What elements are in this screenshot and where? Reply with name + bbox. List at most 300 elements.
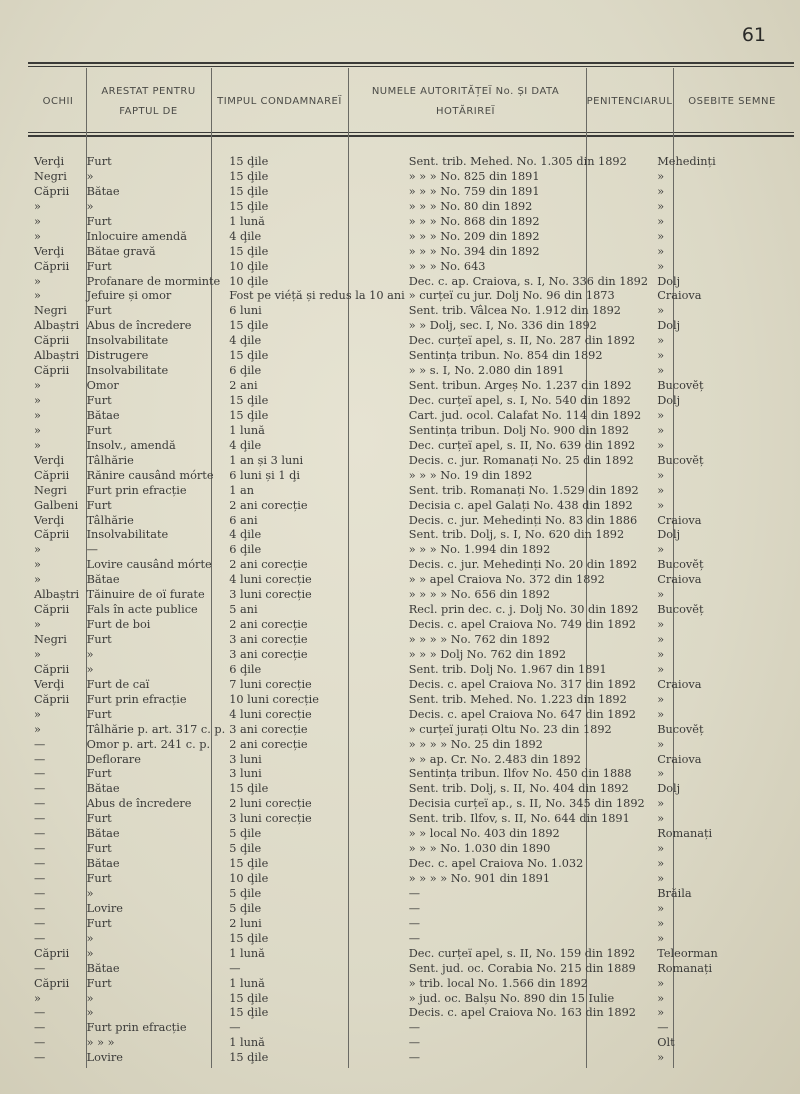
marks-cell	[727, 723, 800, 738]
sentence-cell: 2 luni	[229, 916, 262, 930]
authority-cell: » curțeï cu jur. Dolj No. 96 din 1873	[408, 289, 615, 303]
marks-cell	[727, 947, 800, 962]
authority-cell: Dec. curțeï apel, s. I, No. 540 din 1892	[408, 394, 631, 407]
offense-cell: Bătae	[86, 857, 120, 871]
penitentiary-cell: »	[657, 872, 665, 885]
offense-cell: Furt	[86, 812, 112, 826]
eye-color-cell: —	[34, 782, 46, 796]
marks-cell	[727, 454, 800, 469]
penitentiary-cell: »	[657, 423, 665, 437]
sentence-cell: 1 an	[229, 483, 255, 497]
penitentiary-cell: »	[657, 214, 665, 228]
penitentiary-cell: »	[657, 976, 665, 990]
sentence-cell: 3 ani corecție	[229, 633, 308, 646]
marks-cell	[727, 155, 800, 170]
penitentiary-cell: »	[657, 842, 665, 856]
table-row	[30, 424, 800, 439]
offense-cell: »	[86, 647, 94, 661]
offense-cell: Deflorare	[86, 752, 141, 766]
marks-cell	[727, 230, 800, 245]
penitentiary-cell: »	[657, 916, 665, 930]
table-row	[30, 1036, 800, 1051]
header-numele-line2: HOTĂRIREÏ	[436, 106, 495, 117]
eye-color-cell: Negri	[34, 304, 67, 318]
sentence-cell: 1 lună	[229, 1036, 265, 1050]
authority-cell: Sent. trib. Mehed. No. 1.223 din 1892	[408, 692, 627, 706]
penitentiary-cell: Olt	[657, 1036, 675, 1050]
authority-cell: Dec. c. ap. Craiova, s. I, No. 336 din 1892	[408, 274, 649, 288]
penitentiary-cell: —	[657, 1021, 669, 1035]
eye-color-cell: Verḑi	[34, 677, 65, 691]
eye-color-cell: Albaștri	[34, 588, 80, 602]
authority-cell: Sent. trib. Vâlcea No. 1.912 din 1892	[408, 304, 621, 318]
table-row	[30, 170, 800, 185]
authority-cell: Recl. prin dec. c. j. Dolj No. 30 din 1892	[408, 603, 639, 617]
page-number: 61	[741, 24, 766, 46]
table-row	[30, 155, 800, 170]
eye-color-cell: »	[34, 991, 41, 1005]
marks-cell	[727, 1006, 800, 1021]
authority-cell: Sentința tribun. Dolj No. 900 din 1892	[408, 423, 630, 437]
offense-cell: »	[86, 886, 94, 900]
offense-cell: Furt	[86, 214, 112, 228]
offense-cell: »	[86, 169, 94, 183]
penitentiary-cell: »	[657, 304, 665, 318]
marks-cell	[727, 349, 800, 364]
table-row	[30, 379, 800, 394]
marks-cell	[727, 245, 800, 260]
offense-cell: Abus de încredere	[86, 319, 192, 333]
penitentiary-cell: »	[657, 812, 665, 826]
authority-cell: » » » Dolj No. 762 din 1892	[408, 647, 567, 661]
eye-color-cell: Verḑi	[34, 155, 65, 168]
table-row	[30, 977, 800, 992]
penitentiary-cell: Dolj	[657, 274, 681, 288]
table-row	[30, 857, 800, 872]
authority-cell: » » » No. 394 din 1892	[408, 244, 540, 258]
authority-cell: » » » No. 643	[408, 259, 486, 273]
offense-cell: Tâlhărie p. art. 317 c. p.	[86, 722, 226, 736]
sentence-cell: 6 luni	[229, 304, 262, 318]
eye-color-cell: —	[34, 961, 46, 975]
offense-cell: Furt	[86, 304, 112, 318]
table-row	[30, 842, 800, 857]
table-row	[30, 588, 800, 603]
offense-cell: »	[86, 662, 94, 676]
marks-cell	[727, 319, 800, 334]
offense-cell: —	[86, 543, 98, 557]
sentence-cell: 1 an și 3 luni	[229, 453, 304, 467]
authority-cell: » jud. oc. Balșu No. 890 din 15 Iulie	[408, 991, 615, 1005]
penitentiary-cell: Craiova	[657, 677, 702, 691]
marks-cell	[727, 693, 800, 708]
table-row	[30, 962, 800, 977]
penitentiary-cell: »	[657, 931, 665, 945]
eye-color-cell: Căprii	[34, 662, 70, 676]
marks-cell	[727, 827, 800, 842]
authority-cell: Sent. trib. Ilfov, s. II, No. 644 din 1891	[408, 812, 630, 826]
authority-cell: —	[408, 916, 421, 930]
table-row	[30, 1021, 800, 1036]
top-rule-thin	[28, 66, 794, 67]
table-row	[30, 887, 800, 902]
table-row	[30, 947, 800, 962]
authority-cell: Sent. trib. Romanați No. 1.529 din 1892	[408, 483, 639, 497]
offense-cell: Bătae	[86, 184, 120, 198]
table-row	[30, 304, 800, 319]
eye-color-cell: »	[34, 289, 41, 303]
sentence-cell: 15 ḑile	[229, 408, 269, 422]
header-penitenciarul: PENITENCIARUL	[586, 96, 673, 107]
authority-cell: —	[408, 1021, 421, 1035]
sentence-cell: 6 ḑile	[229, 364, 262, 378]
authority-cell: » » » » No. 656 din 1892	[408, 588, 551, 602]
table-row	[30, 573, 800, 588]
eye-color-cell: »	[34, 707, 41, 721]
authority-cell: » » Dolj, sec. I, No. 336 din 1892	[408, 319, 597, 333]
table-row	[30, 454, 800, 469]
table-row	[30, 812, 800, 827]
offense-cell: Furt	[86, 423, 112, 437]
header-rule	[28, 132, 794, 133]
table-row	[30, 767, 800, 782]
table-row	[30, 394, 800, 409]
eye-color-cell: —	[34, 872, 46, 885]
marks-cell	[727, 753, 800, 768]
penitentiary-cell: Romanați	[657, 827, 713, 841]
offense-cell: »	[86, 991, 94, 1005]
eye-color-cell: Căprii	[34, 184, 70, 198]
sentence-cell: 15 ḑile	[229, 155, 269, 168]
authority-cell: Sentința tribun. No. 854 din 1892	[408, 349, 603, 363]
sentence-cell: 4 ḑile	[229, 438, 262, 452]
eye-color-cell: Căprii	[34, 603, 70, 617]
marks-cell	[727, 812, 800, 827]
eye-color-cell: —	[34, 812, 46, 826]
marks-cell	[727, 260, 800, 275]
offense-cell: Tâlhărie	[86, 453, 134, 467]
eye-color-cell: »	[34, 274, 41, 288]
marks-cell	[727, 379, 800, 394]
eye-color-cell: —	[34, 886, 46, 900]
table-row	[30, 484, 800, 499]
sentence-cell: 5 ḑile	[229, 842, 262, 856]
records-table	[30, 155, 800, 1066]
penitentiary-cell: Bucovĕț	[657, 379, 704, 393]
sentence-cell: 5 ḑile	[229, 901, 262, 915]
penitentiary-cell: Bucovĕț	[657, 453, 704, 467]
offense-cell: Furt de caï	[86, 677, 150, 691]
eye-color-cell: —	[34, 797, 46, 811]
marks-cell	[727, 1036, 800, 1051]
offense-cell: Omor	[86, 379, 119, 393]
penitentiary-cell: »	[657, 797, 665, 811]
offense-cell: Bătae	[86, 961, 120, 975]
table-row	[30, 200, 800, 215]
authority-cell: —	[408, 886, 421, 900]
sentence-cell: 4 ḑile	[229, 229, 262, 243]
marks-cell	[727, 842, 800, 857]
authority-cell: » » » No. 19 din 1892	[408, 468, 533, 482]
penitentiary-cell: »	[657, 229, 665, 243]
eye-color-cell: Căprii	[34, 976, 70, 990]
marks-cell	[727, 648, 800, 663]
authority-cell: Decis. c. apel Craiova No. 647 din 1892	[408, 707, 636, 721]
offense-cell: Furt	[86, 872, 112, 885]
marks-cell	[727, 334, 800, 349]
table-row	[30, 708, 800, 723]
authority-cell: —	[408, 931, 421, 945]
eye-color-cell: »	[34, 438, 41, 452]
eye-color-cell: »	[34, 618, 41, 632]
sentence-cell: 2 ani corecție	[229, 558, 308, 572]
table-row	[30, 245, 800, 260]
authority-cell: —	[408, 901, 421, 915]
penitentiary-cell: Bucovĕț	[657, 603, 704, 617]
authority-cell: Decis. c. apel Craiova No. 749 din 1892	[408, 618, 636, 632]
offense-cell: Lovire causând mórte	[86, 558, 212, 572]
marks-cell	[727, 469, 800, 484]
marks-cell	[727, 289, 800, 304]
marks-cell	[727, 409, 800, 424]
table-row	[30, 185, 800, 200]
eye-color-cell: —	[34, 827, 46, 841]
sentence-cell: Fost pe viéță și redus la 10 ani	[229, 289, 405, 303]
table-row	[30, 334, 800, 349]
eye-color-cell: —	[34, 842, 46, 856]
authority-cell: » » » » No. 762 din 1892	[408, 633, 551, 646]
table-row	[30, 603, 800, 618]
offense-cell: Furt prin efracție	[86, 692, 187, 706]
table-row	[30, 289, 800, 304]
penitentiary-cell: Romanați	[657, 961, 713, 975]
eye-color-cell: Verḑi	[34, 244, 65, 258]
offense-cell: Furt	[86, 767, 112, 781]
sentence-cell: 15 ḑile	[229, 184, 269, 198]
top-rule	[28, 62, 794, 64]
penitentiary-cell: »	[657, 468, 665, 482]
sentence-cell: —	[229, 1021, 241, 1035]
table-row	[30, 439, 800, 454]
marks-cell	[727, 618, 800, 633]
penitentiary-cell: »	[657, 184, 665, 198]
penitentiary-cell: »	[657, 334, 665, 348]
table-row	[30, 558, 800, 573]
offense-cell: » » »	[86, 1036, 115, 1050]
authority-cell: » » » No. 825 din 1891	[408, 169, 540, 183]
offense-cell: Bătae	[86, 782, 120, 796]
authority-cell: Dec. curțeï apel, s. II, No. 159 din 1892	[408, 946, 636, 960]
sentence-cell: 15 ḑile	[229, 1051, 269, 1065]
marks-cell	[727, 499, 800, 514]
authority-cell: » » local No. 403 din 1892	[408, 827, 560, 841]
eye-color-cell: —	[34, 901, 46, 915]
authority-cell: Decis. c. apel Craiova No. 163 din 1892	[408, 1006, 636, 1020]
offense-cell: Furt prin efracție	[86, 483, 187, 497]
table-row	[30, 1051, 800, 1066]
penitentiary-cell: »	[657, 259, 665, 273]
offense-cell: Furt	[86, 707, 112, 721]
table-row	[30, 409, 800, 424]
sentence-cell: 15 ḑile	[229, 169, 269, 183]
sentence-cell: 5 ḑile	[229, 827, 262, 841]
header-timpul: TIMPUL CONDAMNAREÏ	[217, 96, 342, 107]
table-row	[30, 543, 800, 558]
records-body	[30, 155, 800, 1066]
penitentiary-cell: »	[657, 483, 665, 497]
penitentiary-cell: Mehedinți	[657, 155, 716, 168]
header-ochii: OCHII	[42, 96, 74, 107]
header-arestat-line2: FAPTUL DE	[119, 106, 178, 117]
offense-cell: »	[86, 946, 94, 960]
offense-cell: Furt de boi	[86, 618, 151, 632]
marks-cell	[727, 992, 800, 1007]
penitentiary-cell: »	[657, 498, 665, 512]
eye-color-cell: Albaștri	[34, 319, 80, 333]
sentence-cell: —	[229, 961, 241, 975]
penitentiary-cell: »	[657, 349, 665, 363]
authority-cell: Decis. c. jur. Mehedinți No. 83 din 1886	[408, 513, 638, 527]
offense-cell: Furt	[86, 842, 112, 856]
penitentiary-cell: »	[657, 857, 665, 871]
offense-cell: Profanare de morminte	[86, 274, 221, 288]
offense-cell: Furt	[86, 976, 112, 990]
sentence-cell: 1 lună	[229, 214, 265, 228]
authority-cell: Decisia c. apel Galați No. 438 din 1892	[408, 498, 633, 512]
table-row	[30, 349, 800, 364]
header-rule-thick	[28, 135, 794, 137]
marks-cell	[727, 185, 800, 200]
penitentiary-cell: »	[657, 543, 665, 557]
sentence-cell: 4 ḑile	[229, 528, 262, 542]
header-numele-line1: NUMELE AUTORITĂȚEÏ No. ȘI DATA	[371, 86, 560, 97]
offense-cell: Furt	[86, 633, 112, 646]
eye-color-cell: »	[34, 214, 41, 228]
header-osebite: OSEBITE SEMNE	[688, 96, 776, 107]
table-row	[30, 364, 800, 379]
authority-cell: Dec. curțeï apel, s. II, No. 639 din 1892	[408, 438, 636, 452]
sentence-cell: 15 ḑile	[229, 199, 269, 213]
offense-cell: Insolv., amendă	[86, 438, 176, 452]
marks-cell	[727, 917, 800, 932]
penitentiary-cell: »	[657, 618, 665, 632]
authority-cell: Sent. trib. Dolj, s. II, No. 404 din 1892	[408, 782, 629, 796]
marks-cell	[727, 424, 800, 439]
eye-color-cell: —	[34, 1036, 46, 1050]
offense-cell: Bătae	[86, 827, 120, 841]
marks-cell	[727, 872, 800, 887]
sentence-cell: 15 ḑile	[229, 319, 269, 333]
marks-cell	[727, 1051, 800, 1066]
authority-cell: Sent. trib. Dolj, s. I, No. 620 din 1892	[408, 528, 625, 542]
sentence-cell: 5 ḑile	[229, 886, 262, 900]
sentence-cell: 10 ḑile	[229, 274, 269, 288]
penitentiary-cell: »	[657, 408, 665, 422]
marks-cell	[727, 782, 800, 797]
sentence-cell: 15 ḑile	[229, 349, 269, 363]
sentence-cell: 4 luni corecție	[229, 573, 312, 587]
table-row	[30, 663, 800, 678]
marks-cell	[727, 887, 800, 902]
marks-cell	[727, 932, 800, 947]
eye-color-cell: »	[34, 229, 41, 243]
eye-color-cell: »	[34, 573, 41, 587]
authority-cell: Sent. trib. Dolj No. 1.967 din 1891	[408, 662, 607, 676]
table-row	[30, 738, 800, 753]
eye-color-cell: —	[34, 857, 46, 871]
table-row	[30, 275, 800, 290]
eye-color-cell: »	[34, 722, 41, 736]
marks-cell	[727, 558, 800, 573]
sentence-cell: 3 luni corecție	[229, 588, 312, 602]
offense-cell: Furt	[86, 155, 112, 168]
eye-color-cell: Căprii	[34, 528, 70, 542]
penitentiary-cell: Dolj	[657, 394, 681, 407]
authority-cell: Dec. curțeï apel, s. II, No. 287 din 1892	[408, 334, 636, 348]
authority-cell: » » » No. 1.994 din 1892	[408, 543, 551, 557]
sentence-cell: 10 ḑile	[229, 259, 269, 273]
sentence-cell: 15 ḑile	[229, 244, 269, 258]
penitentiary-cell: Craiova	[657, 513, 702, 527]
authority-cell: Sent. tribun. Argeș No. 1.237 din 1892	[408, 379, 632, 393]
marks-cell	[727, 588, 800, 603]
eye-color-cell: —	[34, 1021, 46, 1035]
penitentiary-cell: Bucovĕț	[657, 722, 704, 736]
marks-cell	[727, 738, 800, 753]
table-row	[30, 230, 800, 245]
offense-cell: Bătae	[86, 408, 120, 422]
marks-cell	[727, 977, 800, 992]
sentence-cell: 15 ḑile	[229, 394, 269, 407]
marks-cell	[727, 797, 800, 812]
sentence-cell: 6 ani	[229, 513, 258, 527]
header-arestat-line1: ARESTAT PENTRU	[101, 86, 196, 97]
penitentiary-cell: »	[657, 244, 665, 258]
authority-cell: —	[408, 1051, 421, 1065]
marks-cell	[727, 484, 800, 499]
authority-cell: Decis. c. jur. Mehedinți No. 20 din 1892	[408, 558, 638, 572]
offense-cell: Tâlhărie	[86, 513, 134, 527]
sentence-cell: 4 ḑile	[229, 334, 262, 348]
sentence-cell: 15 ḑile	[229, 857, 269, 871]
sentence-cell: 2 ani corecție	[229, 737, 308, 751]
sentence-cell: 1 lună	[229, 423, 265, 437]
authority-cell: Sent. trib. Mehed. No. 1.305 din 1892	[408, 155, 627, 168]
table-row	[30, 917, 800, 932]
penitentiary-cell: »	[657, 991, 665, 1005]
eye-color-cell: Albaștri	[34, 349, 80, 363]
penitentiary-cell: Dolj	[657, 319, 681, 333]
sentence-cell: 3 ani corecție	[229, 722, 308, 736]
authority-cell: » » » » No. 25 din 1892	[408, 737, 543, 751]
sentence-cell: 1 lună	[229, 976, 265, 990]
offense-cell: Abus de încredere	[86, 797, 192, 811]
offense-cell: Furt	[86, 394, 112, 407]
marks-cell	[727, 215, 800, 230]
penitentiary-cell: »	[657, 1051, 665, 1065]
authority-cell: » » s. I, No. 2.080 din 1891	[408, 364, 565, 378]
penitentiary-cell: »	[657, 647, 665, 661]
authority-cell: Decisia curțeï ap., s. II, No. 345 din 1892	[408, 797, 645, 811]
marks-cell	[727, 962, 800, 977]
marks-cell	[727, 200, 800, 215]
eye-color-cell: »	[34, 199, 41, 213]
eye-color-cell: Negri	[34, 633, 67, 646]
marks-cell	[727, 439, 800, 454]
sentence-cell: 4 luni corecție	[229, 707, 312, 721]
authority-cell: » » » No. 80 din 1892	[408, 199, 533, 213]
table-row	[30, 633, 800, 648]
